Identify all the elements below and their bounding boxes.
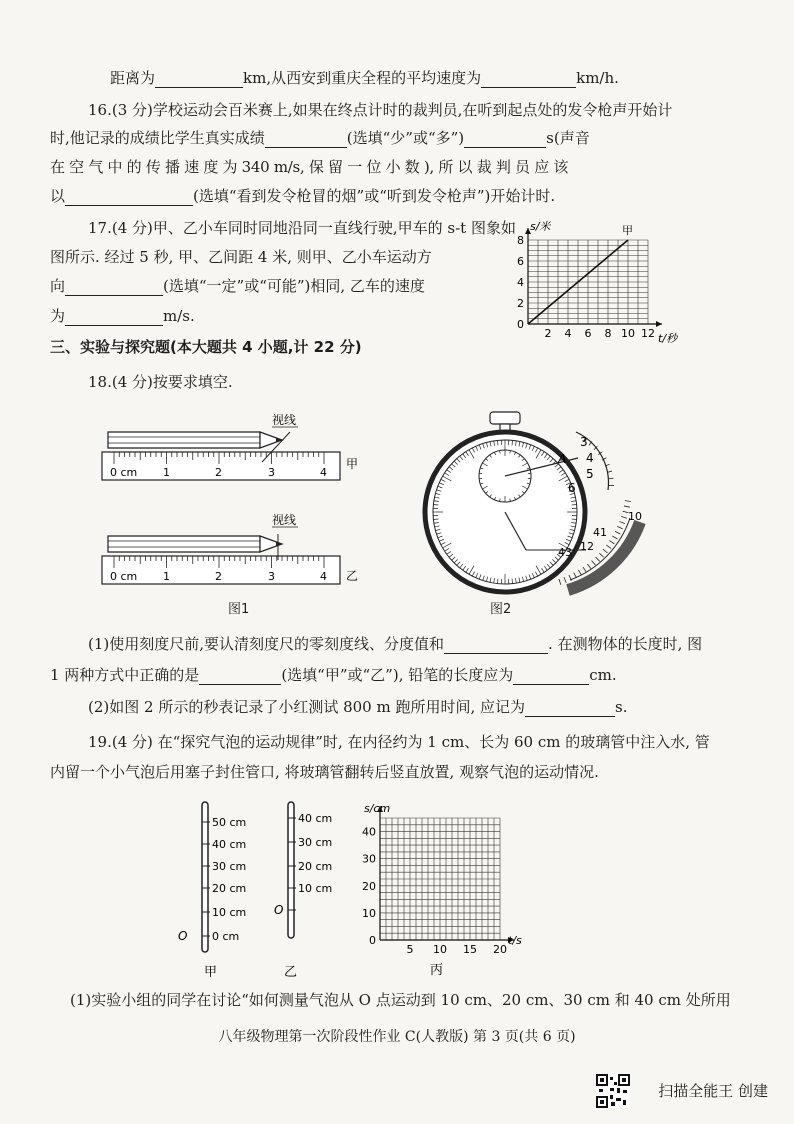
answer-blank[interactable] bbox=[464, 132, 546, 148]
y-tick-label: 8 bbox=[517, 234, 524, 247]
q18-part1-line-2 bbox=[50, 665, 617, 685]
y-axis-label: s/米 bbox=[530, 220, 551, 233]
q17-text: 为 bbox=[50, 307, 66, 325]
magnified-tick bbox=[609, 478, 614, 479]
x-tick-label: 12 bbox=[641, 327, 655, 340]
magnified-tick bbox=[603, 549, 608, 553]
ruler-a-label: 甲 bbox=[346, 457, 359, 471]
q18-text: s. bbox=[615, 698, 628, 716]
magnified-tick bbox=[619, 521, 625, 523]
caption-c: 丙 bbox=[430, 963, 444, 978]
q18-text: 1 两种方式中正确的是 bbox=[50, 666, 200, 684]
chart-axes bbox=[377, 806, 514, 943]
magnified-tick bbox=[574, 573, 577, 578]
q19-line-2: 内留一个小气泡后用塞子封住管口, 将玻璃管翻转后竖直放置, 观察气泡的运动情况. bbox=[50, 763, 599, 781]
tube-b-mark: 30 cm bbox=[298, 836, 333, 849]
magnified-tick bbox=[615, 531, 620, 534]
answer-blank[interactable] bbox=[65, 310, 163, 326]
x-axis-label: t/s bbox=[508, 934, 522, 947]
tube-b-mark: 20 cm bbox=[298, 860, 333, 873]
magnified-tick bbox=[592, 561, 596, 566]
stopwatch-crown bbox=[490, 412, 520, 424]
ruler-mark: 4 bbox=[320, 570, 327, 583]
origin-label: O bbox=[274, 903, 284, 917]
tube-b-mark: 10 cm bbox=[298, 882, 333, 895]
magnified-tick bbox=[559, 579, 561, 585]
st-chart bbox=[508, 218, 694, 348]
tube-a-mark: 30 cm bbox=[212, 860, 247, 873]
chart-grid bbox=[528, 240, 648, 324]
q18-text: cm. bbox=[589, 666, 617, 684]
tube-a-mark: 40 cm bbox=[212, 838, 247, 851]
ruler-b bbox=[102, 512, 358, 584]
glass-tube-a bbox=[202, 802, 208, 952]
magnified-second-mark: 41 bbox=[593, 526, 607, 539]
q18-text: (选填“甲”或“乙”), 铅笔的长度应为 bbox=[281, 666, 514, 684]
q16-text: (选填“少”或“多”) bbox=[346, 129, 465, 147]
q16-text: (选填“看到发令枪冒的烟”或“听到发令枪声”)开始计时. bbox=[193, 187, 556, 205]
q17-line-3 bbox=[50, 276, 425, 296]
page-footer: 八年级物理第一次阶段性作业 C(人教版) 第 3 页(共 6 页) bbox=[218, 1029, 576, 1045]
magnified-tick bbox=[564, 577, 566, 583]
q17-line-1: 17.(4 分)甲、乙小车同时同地沿同一直线行驶,甲车的 s-t 图象如 bbox=[88, 219, 516, 237]
q17-line-4 bbox=[50, 306, 195, 326]
x-tick-label: 5 bbox=[406, 943, 414, 956]
magnified-minute-mark: 6 bbox=[568, 481, 576, 495]
chart-grid bbox=[380, 818, 500, 940]
y-tick-label: 10 bbox=[362, 906, 376, 920]
answer-blank[interactable] bbox=[265, 132, 347, 148]
series-label: 甲 bbox=[622, 224, 633, 237]
q18-intro: 18.(4 分)按要求填空. bbox=[88, 373, 233, 391]
q15-text: km,从西安到重庆全程的平均速度为 bbox=[243, 69, 482, 87]
tube-a-mark: 0 cm bbox=[212, 930, 240, 943]
magnified-minute-mark: 5 bbox=[586, 467, 594, 481]
y-tick-label: 30 bbox=[362, 852, 376, 866]
y-tick-label: 4 bbox=[517, 276, 524, 289]
magnified-minute-mark: 4 bbox=[586, 451, 594, 465]
y-axis-label: s/cm bbox=[364, 802, 391, 815]
magnified-second-mark: 12 bbox=[580, 540, 594, 553]
q16-text: 以 bbox=[50, 187, 66, 205]
q17-text: m/s. bbox=[163, 307, 195, 325]
tube-a-mark: 20 cm bbox=[212, 882, 247, 895]
x-tick-label: 10 bbox=[433, 943, 447, 956]
bubble-st-chart bbox=[340, 796, 540, 982]
figure-1-caption: 图1 bbox=[228, 602, 250, 617]
y-tick-label: 0 bbox=[369, 934, 376, 947]
magnified-tick bbox=[624, 506, 630, 507]
y-tick-label: 6 bbox=[517, 255, 524, 268]
x-tick-label: 20 bbox=[493, 943, 507, 956]
answer-blank[interactable] bbox=[513, 669, 589, 685]
magnified-tick bbox=[587, 564, 591, 569]
q18-text: . 在测物体的长度时, 图 bbox=[548, 635, 703, 653]
magnified-tick bbox=[612, 536, 617, 539]
caption-b: 乙 bbox=[284, 965, 298, 980]
y-tick-label: 20 bbox=[362, 879, 376, 893]
x-tick-label: 2 bbox=[544, 327, 552, 340]
answer-blank[interactable] bbox=[525, 701, 615, 717]
y-tick-label: 2 bbox=[517, 297, 524, 310]
magnified-tick bbox=[578, 570, 581, 575]
figure-glass-tubes bbox=[168, 800, 348, 982]
q16-text: 时,他记录的成绩比学生真实成绩 bbox=[50, 129, 265, 147]
answer-blank[interactable] bbox=[155, 72, 243, 88]
q17-line-2: 图所示. 经过 5 秒, 甲、乙间距 4 米, 则甲、乙小车运动方 bbox=[50, 248, 432, 266]
tube-a-mark: 10 cm bbox=[212, 906, 247, 919]
magnified-second-mark: 43 bbox=[558, 546, 572, 559]
y-tick-label: 40 bbox=[362, 825, 376, 839]
magnified-tick bbox=[617, 526, 622, 528]
glass-tube-b bbox=[288, 802, 294, 938]
section-heading: 三、实验与探究题(本大题共 4 小题,计 22 分) bbox=[50, 338, 362, 356]
q16-line-2 bbox=[50, 128, 590, 148]
q15-line bbox=[110, 68, 619, 88]
chart-axes bbox=[525, 228, 662, 327]
q16-line-4 bbox=[50, 186, 555, 206]
qr-code-icon bbox=[596, 1074, 630, 1108]
q16-text: s(声音 bbox=[546, 129, 590, 147]
scanner-watermark: 扫描全能王 创建 bbox=[658, 1082, 768, 1100]
answer-blank[interactable] bbox=[199, 669, 281, 685]
ruler-mark: 1 bbox=[163, 466, 170, 479]
magnified-minute-mark: 3 bbox=[580, 435, 588, 449]
ruler-mark: 3 bbox=[268, 570, 275, 583]
pencil bbox=[108, 536, 260, 552]
x-tick-label: 15 bbox=[463, 943, 477, 956]
q19-part1-line: (1)实验小组的同学在讨论“如何测量气泡从 O 点运动到 10 cm、20 cm、30 cm 和 40 cm 处所用 bbox=[70, 991, 731, 1009]
tube-a-mark: 50 cm bbox=[212, 816, 247, 829]
q18-part1-line-1 bbox=[88, 634, 702, 654]
figure-2-caption: 图2 bbox=[490, 602, 512, 617]
q18-part2-line bbox=[88, 697, 628, 717]
answer-blank[interactable] bbox=[444, 638, 548, 654]
q17-text: 向 bbox=[50, 277, 66, 295]
q16-line-1: 16.(3 分)学校运动会百米赛上,如果在终点计时的裁判员,在听到起点处的发令枪声开始计 bbox=[88, 101, 673, 119]
pointer-a-label: A bbox=[558, 452, 567, 466]
figure-1-rulers bbox=[92, 408, 372, 598]
magnified-tick bbox=[596, 557, 600, 561]
x-axis-arrow bbox=[656, 321, 662, 327]
magnified-tick bbox=[583, 567, 586, 572]
sightline-label: 视线 bbox=[272, 513, 297, 527]
q16-line-3: 在 空 气 中 的 传 播 速 度 为 340 m/s, 保 留 一 位 小 数 ), 所 以 裁 判 员 应 该 bbox=[50, 158, 569, 176]
q18-text: (1)使用刻度尺前,要认清刻度尺的零刻度线、分度值和 bbox=[88, 635, 445, 653]
sightline-label: 视线 bbox=[272, 413, 297, 427]
x-tick-label: 10 bbox=[621, 327, 635, 340]
answer-blank[interactable] bbox=[65, 190, 193, 206]
magnified-second-mark: 10 bbox=[628, 510, 642, 523]
q15-text: km/h. bbox=[576, 69, 619, 87]
answer-blank[interactable] bbox=[481, 72, 576, 88]
x-tick-label: 8 bbox=[604, 327, 612, 340]
x-tick-label: 4 bbox=[564, 327, 572, 340]
x-tick-label: 6 bbox=[584, 327, 592, 340]
q18-text: (2)如图 2 所示的秒表记录了小红测试 800 m 跑所用时间, 应记为 bbox=[88, 698, 526, 716]
q15-text: 距离为 bbox=[110, 69, 156, 87]
ruler-mark: 0 cm bbox=[110, 570, 138, 583]
magnified-tick bbox=[599, 553, 603, 557]
ruler-b-label: 乙 bbox=[346, 569, 359, 583]
ruler-a bbox=[102, 412, 358, 480]
magnified-tick bbox=[621, 516, 627, 518]
origin-label: O bbox=[178, 929, 188, 943]
figure-2-stopwatch bbox=[418, 402, 648, 602]
ruler-mark: 3 bbox=[268, 466, 275, 479]
ruler-mark: 1 bbox=[163, 570, 170, 583]
caption-a: 甲 bbox=[204, 965, 218, 980]
magnified-tick bbox=[625, 501, 631, 502]
magnified-tick bbox=[606, 545, 611, 549]
tube-b-mark: 40 cm bbox=[298, 812, 333, 825]
x-axis-label: t/秒 bbox=[658, 332, 678, 345]
ruler-mark: 0 cm bbox=[110, 466, 138, 479]
q19-line-1: 19.(4 分) 在“探究气泡的运动规律”时, 在内径约为 1 cm、长为 60 cm 的玻璃管中注入水, 管 bbox=[88, 733, 710, 751]
magnified-tick bbox=[609, 541, 614, 544]
ruler-mark: 2 bbox=[215, 466, 222, 479]
ruler-mark: 4 bbox=[320, 466, 327, 479]
y-tick-label: 0 bbox=[517, 318, 524, 331]
answer-blank[interactable] bbox=[65, 280, 163, 296]
ruler-mark: 2 bbox=[215, 570, 222, 583]
pencil bbox=[108, 432, 260, 448]
q17-text: (选填“一定”或“可能”)相同, 乙车的速度 bbox=[163, 277, 425, 295]
